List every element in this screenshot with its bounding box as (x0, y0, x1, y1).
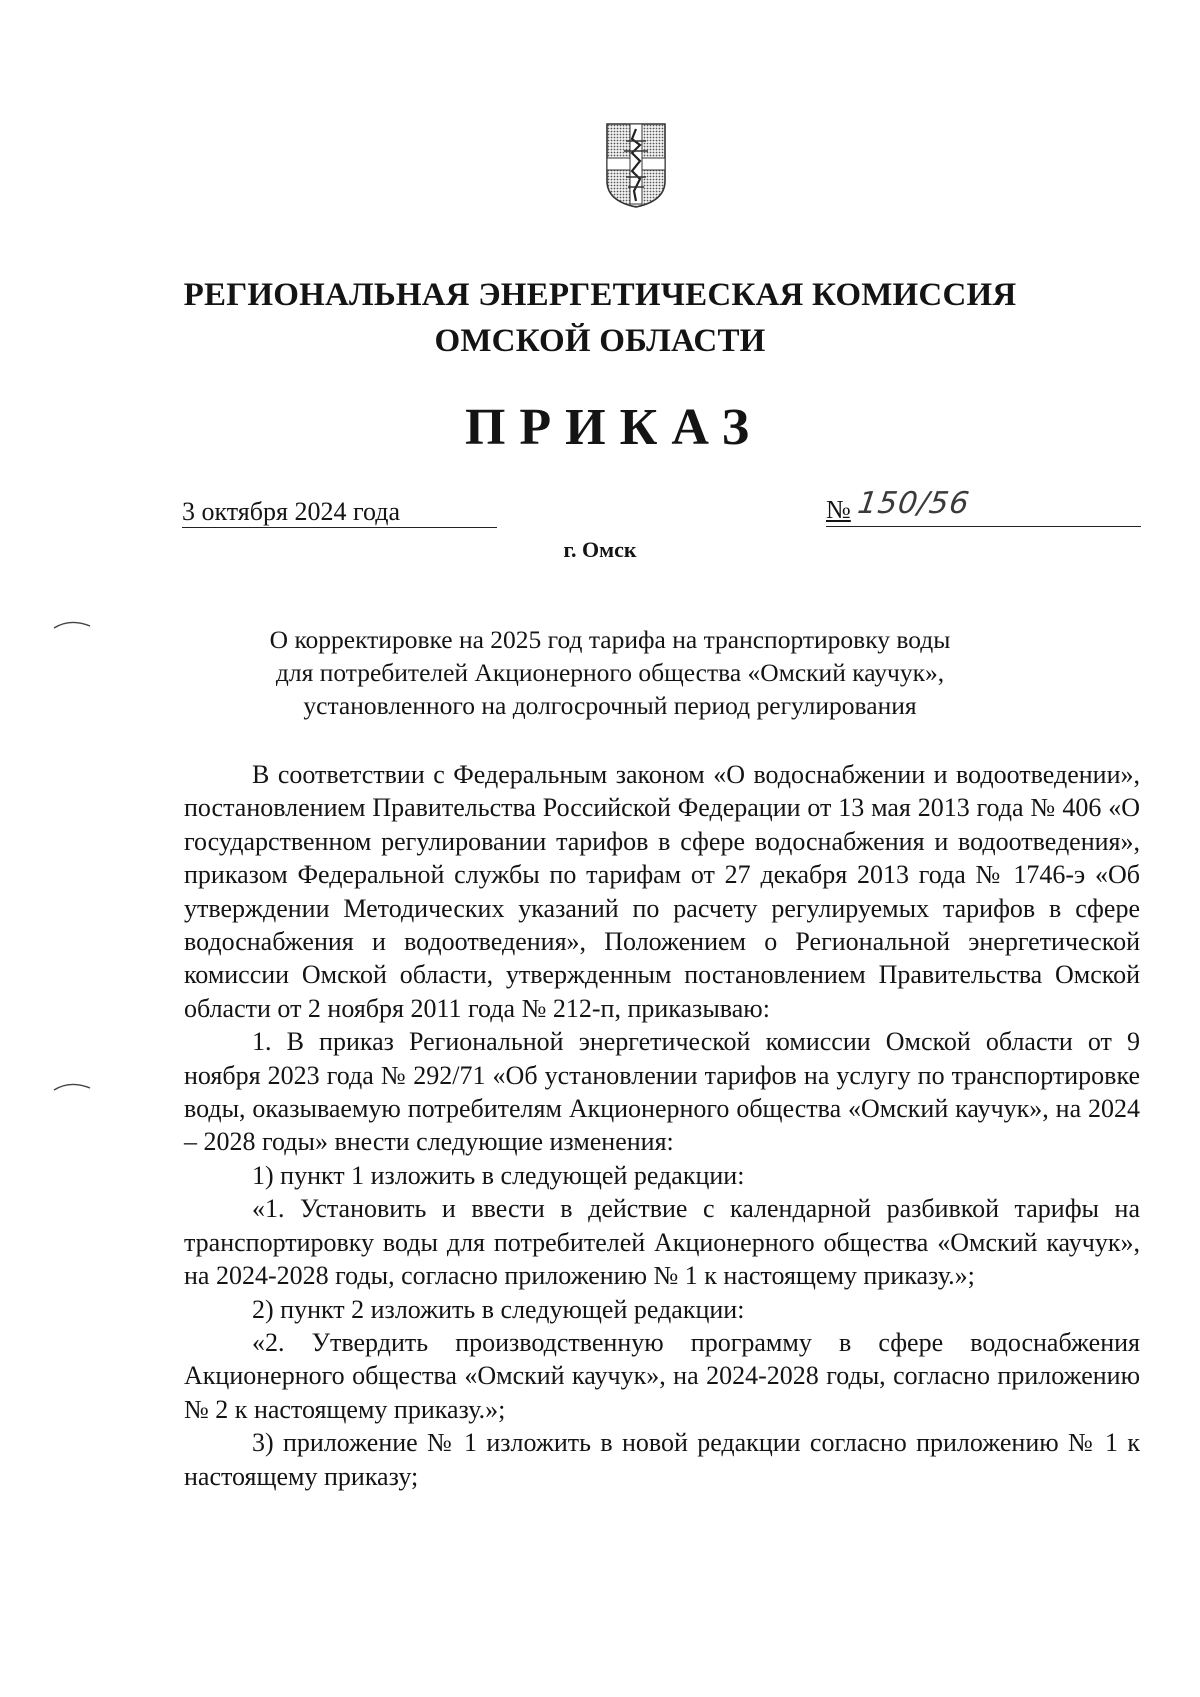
subject-line-2: для потребителей Акционерного общества «Омский каучук», (275, 658, 945, 687)
item-1-paragraph: 1. В приказ Региональной энергетической комиссии Омской области от 9 ноября 2023 года № 292/71 «Об установлении тарифов на услугу по транспортировке воды, оказываемую потребителям Акционерного общества «Омский каучук», на 2024 – 2028 годы» внести следующие изменения: (184, 1027, 1140, 1157)
coat-of-arms-icon (604, 121, 668, 209)
document-type-title: ПРИКАЗ (464, 399, 764, 456)
subitem-1-text: «1. Установить и ввести в действие с календарной разбивкой тарифы на транспортировку воды для потребителей Акционерного общества «Омский каучук», на 2024-2028 годы, согласно приложению № 1 к настоящему приказу.»; (184, 1194, 1140, 1291)
subject-line-1: О корректировке на 2025 год тарифа на транспортировку воды (269, 625, 951, 654)
number-sign: № (826, 495, 851, 524)
document-date: 3 октября 2024 года (182, 497, 400, 526)
document-subject (200, 623, 1020, 722)
organization-line-1: РЕГИОНАЛЬНАЯ ЭНЕРГЕТИЧЕСКАЯ КОМИССИЯ (183, 277, 1017, 313)
subitem-3-text: 3) приложение № 1 изложить в новой редакции согласно приложению № 1 к настоящему приказу; (184, 1428, 1140, 1491)
city-label: г. Омск (563, 537, 637, 562)
handwritten-document-number: 150/56 (855, 486, 973, 521)
subitem-2-text: «2. Утвердить производственную программу в сфере водоснабжения Акционерного общества «Омский каучук», на 2024-2028 годы, согласно приложению № 2 к настоящему приказу.»; (184, 1327, 1140, 1424)
scan-mark-icon (52, 1080, 92, 1092)
scan-mark-icon (52, 618, 92, 630)
organization-line-2: ОМСКОЙ ОБЛАСТИ (434, 323, 766, 359)
subitem-2-heading: 2) пункт 2 изложить в следующей редакции: (252, 1294, 745, 1324)
number-field (826, 486, 1141, 527)
date-field (182, 497, 497, 528)
subject-line-3: установленного на долгосрочный период регулирования (303, 691, 917, 720)
preamble-paragraph: В соответствии с Федеральным законом «О водоснабжении и водоотведении», постановлением Правительства Российской Федерации от 13 мая 2013 года № 406 «О государственном регулировании тарифов в сфере водоснабжения и водоотведения», приказом Федеральной службы по тарифам от 27 декабря 2013 года № 1746-э «Об утверждении Методических указаний по расчету регулируемых тарифов в сфере водоснабжения и водоотведения», Положением о Региональной энергетической комиссии Омской области, утвержденным постановлением Правительства Омской области от 2 ноября 2011 года № 212-п, приказываю: (184, 760, 1140, 1023)
document-body (184, 758, 1140, 1493)
organization-title (0, 272, 1200, 364)
subitem-1-heading: 1) пункт 1 изложить в следующей редакции: (252, 1160, 745, 1190)
